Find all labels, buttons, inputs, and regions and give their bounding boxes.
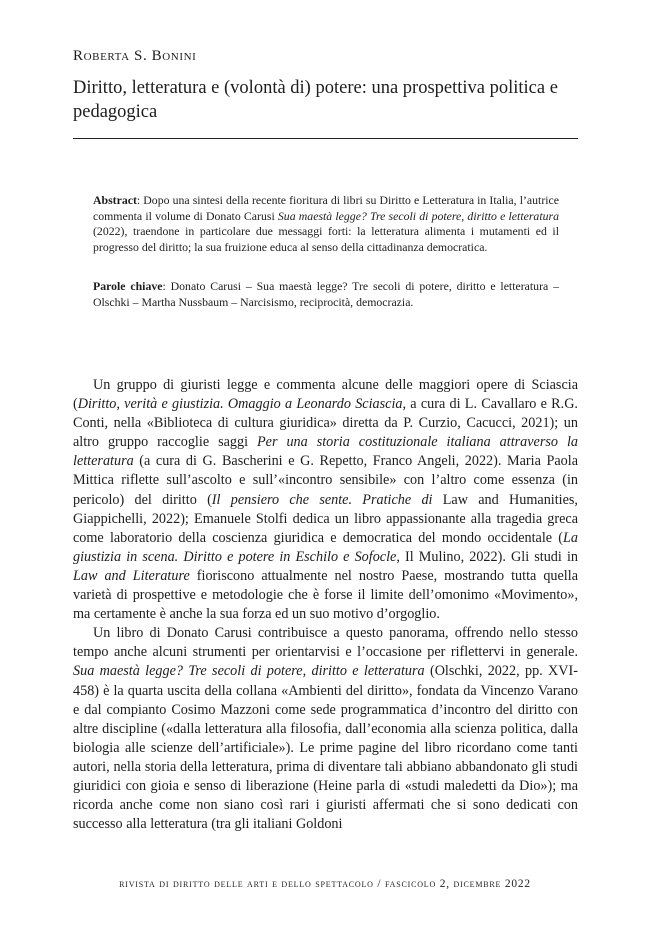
p1-text-1: Un gruppo di giuristi legge e commenta alcune delle maggiori opere di Sciascia ( xyxy=(73,377,578,413)
article-title: Diritto, letteratura e (volontà di) potere: una prospettiva politica e pedagogica xyxy=(73,78,558,122)
p2-text-2: (Olschki, 2022, pp. XVI-458) è la quarta uscita della collana «Ambienti del diritto», fondata da Vincenzo Varano e dal compianto Cosimo Mazzoni come sede programmatica d’incontro del diritto con altre discipline («dalla letteratura alla filosofia, dall’economia alla scienza politica, dalla biologia alle scienze dell’artificiale»). Le prime pagine del libro ricordano come tanti autori, nella storia della letteratura, prima di diventare tali abbiano abbandonato gli studi giuridici con gioia e senso di liberazione (Heine parla di «studi maledetti da Dio»); ma ricorda anche come non siano così rari i giuristi affermati che si sono dedicati con successo alla letteratura (tra gli italiani Goldoni xyxy=(73,663,578,833)
journal-footer: rivista di diritto delle arti e dello spettacolo / fascicolo 2, dicembre 2022 xyxy=(119,878,531,890)
body-paragraph-2 xyxy=(73,624,578,834)
p1-italic-2: Per una storia costituzionale italiana attraverso la letteratura xyxy=(73,434,578,470)
keywords xyxy=(93,279,559,310)
body-paragraph-1 xyxy=(73,376,578,624)
p1-italic-3: Il pensiero che sente. Pratiche di xyxy=(211,491,433,508)
p2-italic-1: Sua maestà legge? Tre secoli di potere, diritto e letteratura xyxy=(73,663,425,680)
abstract-book-title: Sua maestà legge? Tre secoli di potere, diritto e letteratura xyxy=(277,208,559,223)
author-name: Roberta S. Bonini xyxy=(73,48,197,64)
p1-text-2: , a cura di L. Cavallaro e R.G. Conti, nella «Biblioteca di cultura giuridica» diretta da P. Curzio, Cacucci, 2021); un altro gruppo raccoglie saggi xyxy=(73,396,578,451)
p1-italic-5: Law and Literature xyxy=(73,567,190,584)
keywords-text: : Donato Carusi – Sua maestà legge? Tre secoli di potere, diritto e letteratura – Olschki – Martha Nussbaum – Narcisismo, reciprocità, democrazia. xyxy=(93,279,559,309)
abstract xyxy=(93,193,559,256)
p1-text-6: fioriscono attualmente nel nostro Paese, mostrando tutta quella varietà di prospettive e metodologie che è forse il limite dell’omonimo «Movimento», ma certamente è anche la sua forza ed un suo motivo d’orgoglio. xyxy=(73,567,578,623)
keywords-label: Parole chiave xyxy=(93,279,163,293)
p1-italic-4: La giustizia in scena. Diritto e potere in Eschilo e Sofocle xyxy=(73,529,578,565)
p1-italic-1: Diritto, verità e giustizia. Omaggio a Leonardo Sciascia xyxy=(77,396,403,413)
p2-text-1: Un libro di Donato Carusi contribuisce a questo panorama, offrendo nello stesso tempo anche alcuni strumenti per orientarvisi e l’occasione per riflettervi in generale. xyxy=(73,625,578,661)
abstract-label: Abstract xyxy=(93,193,137,207)
article-body xyxy=(73,376,578,834)
p1-text-5: , Il Mulino, 2022). Gli studi in xyxy=(396,548,578,565)
title-divider xyxy=(73,138,578,139)
p1-text-4: Law and Humanities, Giappichelli, 2022); Emanuele Stolfi dedica un libro appassionante alla tragedia greca come laboratorio della coscienza giuridica e democratica del mondo occidentale ( xyxy=(73,491,578,546)
p1-text-3: (a cura di G. Bascherini e G. Repetto, Franco Angeli, 2022). Maria Paola Mittica riflette sull’ascolto e sull’«incontro sensibile» con l’altro come essenza (in pericolo) del diritto ( xyxy=(73,453,578,508)
abstract-text-1: : Dopo una sintesi della recente fioritura di libri su Diritto e Letteratura in Italia, l’autrice commenta il volume di Donato Carusi xyxy=(93,193,559,223)
abstract-text-2: (2022), traendone in particolare due messaggi forti: la letteratura alimenta i mutamenti ed il progresso del diritto; la sua fruizione educa al senso della cittadinanza democratica. xyxy=(93,224,559,255)
